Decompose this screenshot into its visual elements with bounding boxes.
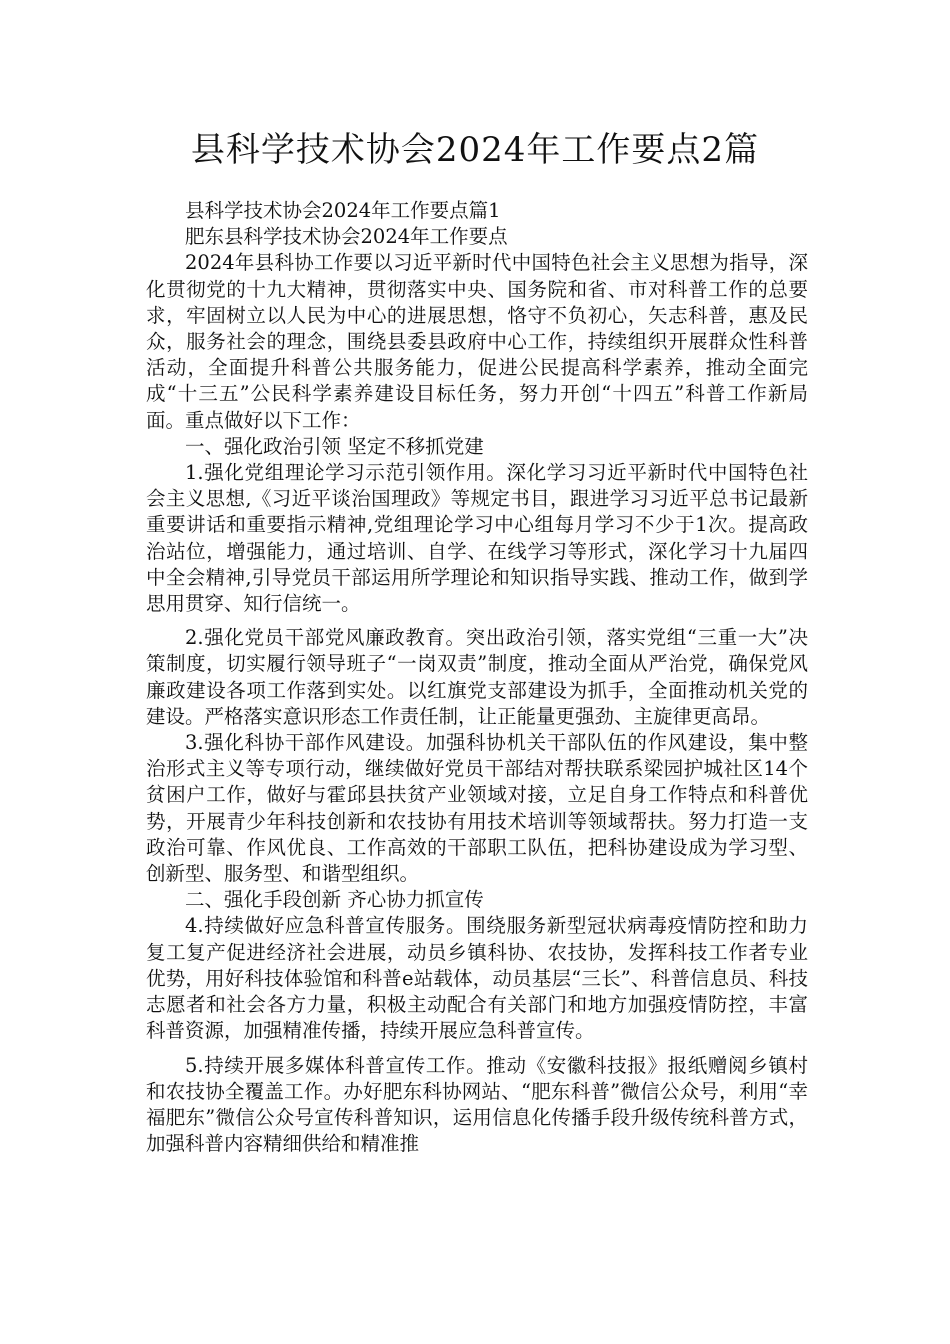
paragraph-item-1: 1.强化党组理论学习示范引领作用。深化学习习近平新时代中国特色社会主义思想,《习近平谈治国理政》等规定书目，跟进学习习近平总书记最新重要讲话和重要指示精神,党组理论学习中心组每月学习不少于1次。提高政治站位，增强能力，通过培训、自学、在线学习等形式，深化学习十九届四中全会精神,引导党员干部运用所学理论和知识指导实践、推动工作，做到学思用贯穿、知行信统一。 [146,461,808,616]
paragraph-item-4: 4.持续做好应急科普宣传服务。围绕服务新型冠状病毒疫情防控和助力复工复产促进经济社会进展，动员乡镇科协、农技协，发挥科技工作者专业优势，用好科技体验馆和科普e站载体，动员基层“三长”、科普信息员、科技志愿者和社会各方力量，积极主动配合有关部门和地方加强疫情防控，丰富科普资源，加强精准传播，持续开展应急科普宣传。 [146,914,808,1043]
document-body [146,198,808,1157]
paragraph-item-3: 3.强化科协干部作风建设。加强科协机关干部队伍的作风建设，集中整治形式主义等专项行动，继续做好党员干部结对帮扶联系梁园护城社区14个贫困户工作，做好与霍邱县扶贫产业领域对接，立足自身工作特点和科普优势，开展青少年科技创新和农技协有用技术培训等领域帮扶。努力打造一支政治可靠、作风优良、工作高效的干部职工队伍，把科协建设成为学习型、创新型、服务型、和谐型组织。 [146,731,808,886]
document-subtitle: 县科学技术协会2024年工作要点篇1 [185,199,501,222]
paragraph-item-5: 5.持续开展多媒体科普宣传工作。推动《安徽科技报》报纸赠阅乡镇村和农技协全覆盖工作。办好肥东科协网站、“肥东科普”微信公众号，利用“幸福肥东”微信公众号宣传科普知识，运用信息化传播手段升级传统科普方式，加强科普内容精细供给和精准推 [146,1053,808,1156]
paragraph-intro: 2024年县科协工作要以习近平新时代中国特色社会主义思想为指导，深化贯彻党的十九大精神，贯彻落实中央、国务院和省、市对科普工作的总要求，牢固树立以人民为中心的进展思想，恪守不负初心，矢志科普，惠及民众，服务社会的理念，围绕县委县政府中心工作，持续组织开展群众性科普活动，全面提升科普公共服务能力，促进公民提高科学素养，推动全面完成“十三五”公民科学素养建设目标任务，努力开创“十四五”科普工作新局面。重点做好以下工作： [146,251,808,432]
section-heading-1: 一、强化政治引领 坚定不移抓党建 [185,434,484,458]
document-heading: 肥东县科学技术协会2024年工作要点 [185,225,508,249]
paragraph-item-2: 2.强化党员干部党风廉政教育。突出政治引领，落实党组“三重一大”决策制度，切实履行领导班子“一岗双责”制度，推动全面从严治党，确保党风廉政建设各项工作落到实处。以红旗党支部建设为抓手，全面推动机关党的建设。严格落实意识形态工作责任制，让正能量更强劲、主旋律更高昂。 [146,626,808,728]
section-heading-2: 二、强化手段创新 齐心协力抓宣传 [185,888,484,912]
document-title: 县科学技术协会2024年工作要点2篇 [190,130,760,170]
